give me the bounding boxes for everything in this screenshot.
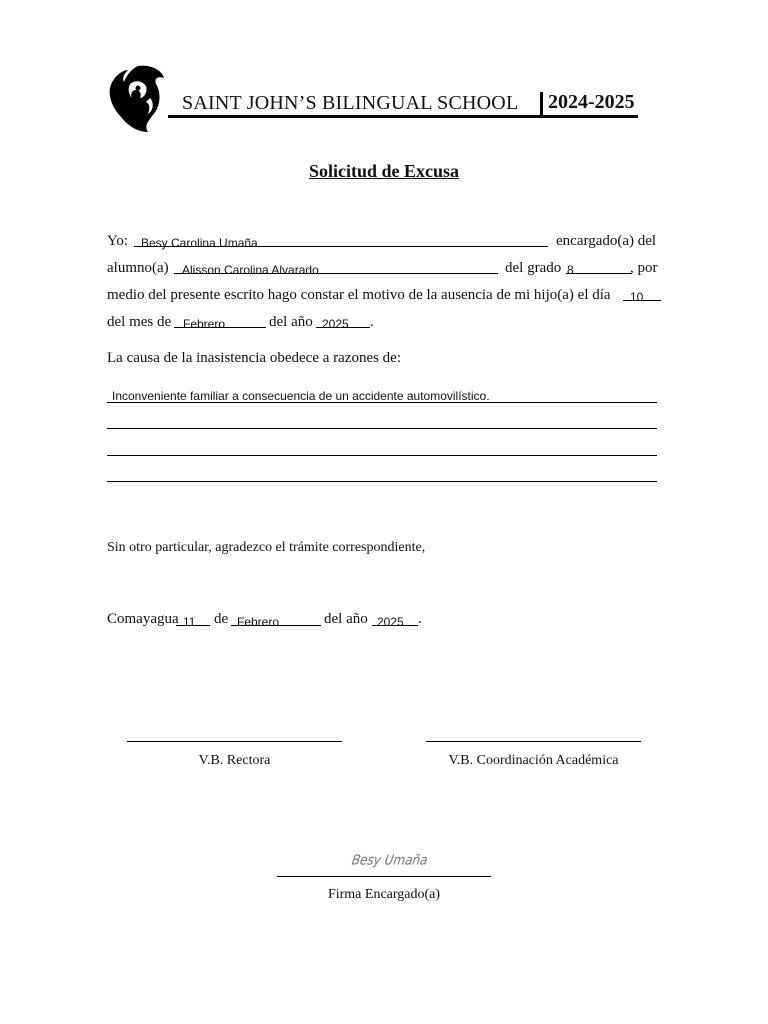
date-month-field[interactable]: Febrero bbox=[237, 615, 280, 629]
school-name: SAINT JOHN’S BILINGUAL SCHOOL bbox=[182, 92, 519, 114]
medio-text: medio del presente escrito hago constar el motivo de la ausencia de mi hijo(a) el día bbox=[107, 287, 611, 303]
bird-head-logo-icon bbox=[104, 64, 168, 134]
date-year-field[interactable]: 2025 bbox=[377, 615, 404, 629]
coordinacion-label: V.B. Coordinación Académica bbox=[448, 753, 619, 768]
causa-label: La causa de la inasistencia obedece a razones de: bbox=[107, 350, 402, 366]
ano-period: . bbox=[370, 314, 374, 330]
reason-line-4[interactable] bbox=[107, 481, 657, 482]
encargado-signature-line[interactable] bbox=[277, 876, 491, 877]
city-label: Comayagua bbox=[107, 611, 179, 627]
encargado-signature-label: Firma Encargado(a) bbox=[327, 887, 441, 902]
encargado-signature: Besy Umaña bbox=[350, 851, 429, 869]
date-period: . bbox=[418, 611, 422, 627]
por-label: , por bbox=[630, 260, 658, 276]
header-rule bbox=[168, 115, 638, 118]
encargado-name-field[interactable]: Besy Carolina Umaña bbox=[141, 236, 258, 250]
reason-line-3[interactable] bbox=[107, 455, 657, 456]
document-title: Solicitud de Excusa bbox=[308, 161, 460, 181]
reason-line-2[interactable] bbox=[107, 428, 657, 429]
header-separator bbox=[540, 92, 543, 117]
reason-line-1[interactable]: Inconveniente familiar a consecuencia de un accidente automovilístico. bbox=[112, 389, 490, 403]
ano-label: del año bbox=[269, 314, 313, 330]
school-year: 2024-2025 bbox=[548, 91, 635, 113]
rectora-label: V.B. Rectora bbox=[198, 753, 271, 768]
closing-text: Sin otro particular, agradezco el trámite correspondiente, bbox=[107, 540, 426, 555]
ano-field[interactable]: 2025 bbox=[322, 317, 349, 331]
coordinacion-signature-line[interactable] bbox=[426, 741, 641, 742]
mes-label: del mes de bbox=[107, 314, 172, 330]
dia-field[interactable]: 10 bbox=[630, 290, 644, 304]
alumno-label: alumno(a) bbox=[107, 260, 169, 276]
grado-blank bbox=[566, 273, 632, 274]
date-day-field[interactable]: 11 bbox=[183, 615, 196, 629]
grado-field[interactable]: 8 bbox=[567, 263, 574, 277]
rectora-signature-line[interactable] bbox=[127, 741, 342, 742]
grado-label: del grado bbox=[505, 260, 562, 276]
de-label: de bbox=[214, 611, 229, 627]
date-ano-label: del año bbox=[324, 611, 368, 627]
encargado-label: encargado(a) del bbox=[556, 233, 657, 249]
yo-label: Yo: bbox=[107, 233, 128, 249]
alumno-name-field[interactable]: Alisson Carolina Alvarado bbox=[182, 263, 319, 277]
mes-field[interactable]: Febrero bbox=[183, 317, 226, 331]
